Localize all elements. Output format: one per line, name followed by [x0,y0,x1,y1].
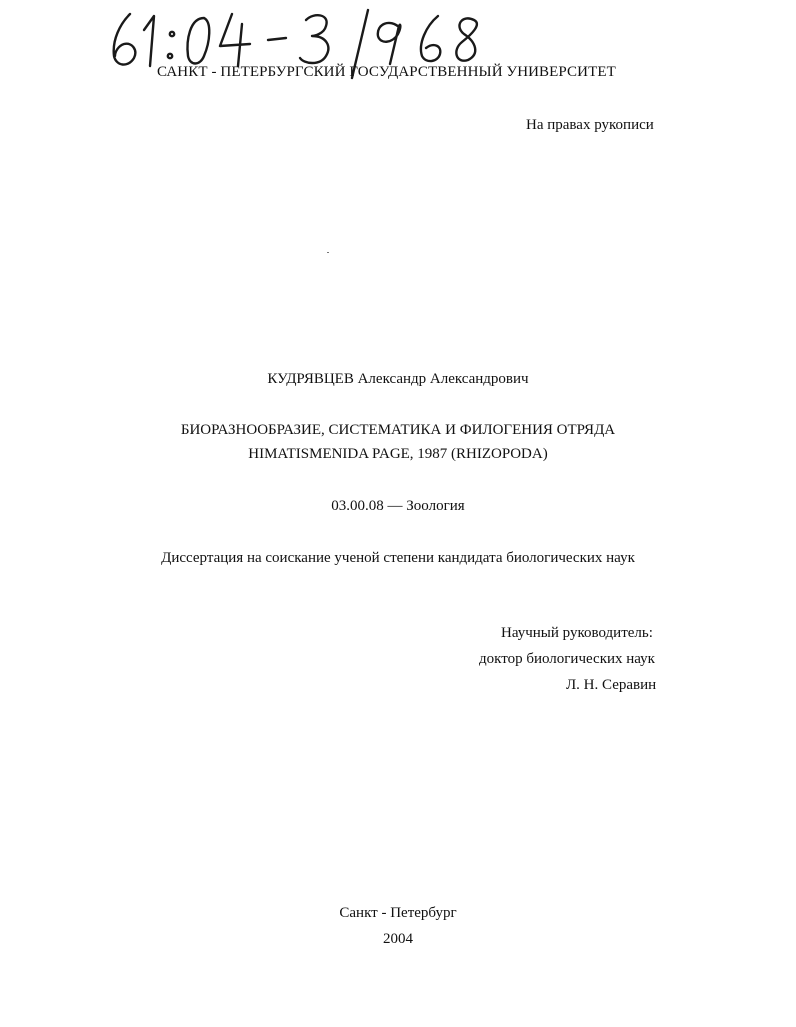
year: 2004 [383,931,413,947]
author-name: КУДРЯВЦЕВ Александр Александрович [267,371,529,387]
dissertation-title-line-1: БИОРАЗНООБРАЗИЕ, СИСТЕМАТИКА И ФИЛОГЕНИЯ ОТРЯДА [180,422,616,438]
supervisor-name: Л. Н. Серавин [566,677,657,693]
city: Санкт - Петербург [339,905,457,921]
dissertation-title-line-2: HIMATISMENIDA PAGE, 1987 (RHIZOPODA) [248,446,548,462]
scan-speck [327,252,329,253]
dissertation-type: Диссертация на соискание ученой степени кандидата биологических наук [161,550,635,566]
manuscript-rights-note: На правах рукописи [526,117,654,133]
supervisor-degree: доктор биологических наук [479,651,655,667]
specialty-code: 03.00.08 — Зоология [331,498,465,514]
university-name: САНКТ - ПЕТЕРБУРГСКИЙ ГОСУДАРСТВЕННЫЙ УНИВЕРСИТЕТ [157,64,616,80]
supervisor-label: Научный руководитель: [501,625,653,641]
